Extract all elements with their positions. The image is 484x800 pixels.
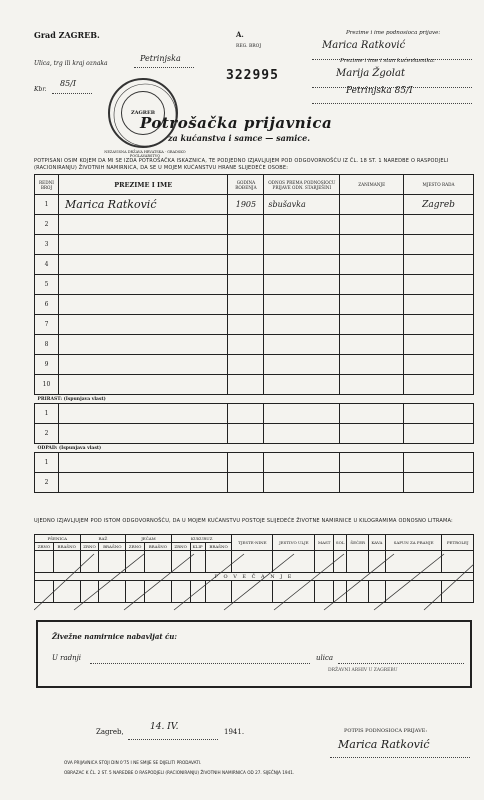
- archive-stamp: DRŽAVNI ARHIV U ZAGREBU: [328, 668, 398, 673]
- row-number: 4: [35, 255, 59, 275]
- row-job: [340, 375, 404, 395]
- form-subtitle: za kućanstva i samce — samice.: [168, 133, 311, 143]
- food-sub: ZRNO: [171, 543, 190, 551]
- row-year: [228, 355, 264, 375]
- prirast-cell: [228, 424, 264, 444]
- col-header-relation: ODNOS PREMA PODNOSIOCU PRIJAVE ODN. STARJEŠINI: [264, 175, 340, 195]
- owner-value: Marija Žgolat: [336, 68, 405, 79]
- row-year: [228, 335, 264, 355]
- row-relation: [264, 255, 340, 275]
- row-place: [404, 275, 474, 295]
- row-relation: [264, 315, 340, 335]
- col-header-place: MJESTO RADA: [404, 175, 474, 195]
- table-row: [35, 255, 474, 275]
- odpad-cell: [228, 473, 264, 493]
- row-relation: [264, 275, 340, 295]
- odpad-cell: [58, 453, 228, 473]
- row-number: 6: [35, 295, 59, 315]
- row-place: [404, 335, 474, 355]
- prirast-row: [35, 404, 474, 424]
- food-sugar: ŠEĆER: [347, 535, 369, 551]
- table-row: [35, 215, 474, 235]
- table-row: [35, 375, 474, 395]
- footer-note-2: OBRAZAC K ČL. 2 ST. 5 NAREDBE O RASPODJELI (RACIONIRANJU) ŽIVOTNIH NAMIRNICA OD 27. SIJEČNJA 1941.: [64, 770, 295, 775]
- row-name: [58, 255, 228, 275]
- odpad-header: [35, 444, 474, 453]
- intro-text: POTPISANI OSIM KOJEM DA MI SE IZDA POTROŠAČKA ISKAZNICA, TE PODJEDNO IZJAVLJUJEM POD ODGOVORNOŠĆU IZ ČL. 18 ST. 1 NAREDBE O RASPODJELI (RACIONIRANJU) ŽIVOTNIH NAMIRNICA, DA SE U MOJEM KUĆANSTVU HRANE SLIJEDEĆE OSOBE:: [34, 158, 449, 171]
- row-year: [228, 295, 264, 315]
- prirast-cell: [264, 424, 340, 444]
- row-number: 2: [35, 215, 59, 235]
- row-number: 9: [35, 355, 59, 375]
- owner-label: Prezime i ime i stan kućevlasnika:: [340, 58, 435, 64]
- house-value: 85/I: [60, 79, 77, 88]
- row-place: [404, 255, 474, 275]
- row-year: [228, 235, 264, 255]
- col-header-job: ZANIMANJE: [340, 175, 404, 195]
- prirast-cell: [228, 404, 264, 424]
- row-place: [404, 295, 474, 315]
- row-name: [58, 235, 228, 255]
- submitter-label: Prezime i ime podnosioca prijave:: [346, 30, 441, 36]
- row-number: 10: [35, 375, 59, 395]
- prirast-row-number: 2: [35, 424, 59, 444]
- row-number: 7: [35, 315, 59, 335]
- prirast-cell: [404, 404, 474, 424]
- submitter-value: Marica Ratković: [322, 40, 406, 51]
- row-place: [404, 315, 474, 335]
- row-name: [58, 295, 228, 315]
- street-value: Petrinjska: [140, 54, 181, 63]
- row-relation: [264, 355, 340, 375]
- place-label: Zagreb,: [96, 728, 124, 736]
- row-place: [404, 215, 474, 235]
- food-group-corn: KUKURUZ: [171, 535, 232, 543]
- row-job: [340, 255, 404, 275]
- row-relation: [264, 235, 340, 255]
- row-relation: [264, 375, 340, 395]
- prirast-cell: [264, 404, 340, 424]
- city-label: Grad ZAGREB.: [34, 30, 100, 40]
- odpad-cell: [404, 473, 474, 493]
- table-row: [35, 355, 474, 375]
- food-intro: UJEDNO IZJAVLJUJEM POD ISTOM ODGOVORNOŠĆU, DA U MOJEM KUĆANSTVU POSTOJE SLIJEDEĆE ŽIVOTNE NAMIRNICE U KILOGRAMIMA ODNOSNO LITRAMA:: [34, 518, 453, 524]
- food-increase-label: P O V E Č A N J E: [35, 573, 474, 581]
- row-year: [228, 215, 264, 235]
- col-header-number: REDNI BROJ: [35, 175, 59, 195]
- row-job: [340, 215, 404, 235]
- row-relation: sbušavka: [264, 195, 340, 215]
- table-row: [35, 335, 474, 355]
- row-job: [340, 335, 404, 355]
- table-row: [35, 235, 474, 255]
- food-pasta: TJESTE-NINE: [232, 535, 273, 551]
- prirast-header: [35, 395, 474, 404]
- odpad-row-number: 2: [35, 473, 59, 493]
- supply-box: [36, 620, 472, 688]
- persons-table: [34, 174, 474, 493]
- row-name: [58, 355, 228, 375]
- row-number: 1: [35, 195, 59, 215]
- odpad-cell: [228, 453, 264, 473]
- food-lard: MAST: [315, 535, 334, 551]
- row-job: [340, 315, 404, 335]
- shop-label: U radnji: [52, 654, 82, 662]
- food-oil: JESTIVO ULJE: [273, 535, 315, 551]
- row-place: Zagreb: [404, 195, 474, 215]
- row-place: [404, 235, 474, 255]
- row-name: [58, 335, 228, 355]
- food-group-wheat: PŠENICA: [35, 535, 81, 543]
- row-job: [340, 275, 404, 295]
- row-number: 8: [35, 335, 59, 355]
- row-relation: [264, 335, 340, 355]
- row-name: Marica Ratković: [58, 195, 228, 215]
- form-letter: A.: [236, 30, 244, 39]
- row-job: [340, 235, 404, 255]
- street-line-bottom: [338, 656, 464, 664]
- signature-value: Marica Ratković: [338, 738, 430, 751]
- odpad-cell: [264, 453, 340, 473]
- shop-line: [90, 656, 310, 664]
- food-strike-lines: [34, 552, 474, 614]
- food-sub: ZRNO: [80, 543, 99, 551]
- odpad-label: ODPAD: (Ispunjava vlast): [35, 444, 474, 453]
- prirast-row: [35, 424, 474, 444]
- row-name: [58, 375, 228, 395]
- food-sub: BRAŠNO: [53, 543, 80, 551]
- odpad-row-number: 1: [35, 453, 59, 473]
- year-label: 1941.: [224, 728, 245, 736]
- table-row: [35, 295, 474, 315]
- stamp-center-text: ZAGREB: [131, 110, 155, 116]
- row-job: [340, 295, 404, 315]
- street-label: Ulica, trg ili kraj oznaka: [34, 60, 108, 67]
- row-name: [58, 275, 228, 295]
- col-header-year: GODINA ROĐENJA: [228, 175, 264, 195]
- signature-label: POTPIS PODNOSIOCA PRIJAVE:: [344, 728, 428, 734]
- footer-note-1: OVA PRIJAVNICA STOJI DIN 0'75 I NE SMIJE SE DIJELITI PRODAVATI.: [64, 760, 202, 765]
- form-title: Potrošačka prijavnica: [140, 114, 333, 132]
- col-header-name: PREZIME I IME: [58, 175, 228, 195]
- prirast-cell: [58, 424, 228, 444]
- prirast-cell: [404, 424, 474, 444]
- odpad-cell: [264, 473, 340, 493]
- food-petroleum: PETROLEJ: [442, 535, 474, 551]
- odpad-row: [35, 453, 474, 473]
- table-row: [35, 195, 474, 215]
- food-sub: ZRNO: [35, 543, 54, 551]
- food-salt: SOL: [333, 535, 346, 551]
- food-sub: BRAŠNO: [99, 543, 126, 551]
- row-year: [228, 275, 264, 295]
- row-place: [404, 375, 474, 395]
- odpad-cell: [404, 453, 474, 473]
- row-place: [404, 355, 474, 375]
- house-label: Kbr.: [34, 86, 47, 93]
- row-name: [58, 215, 228, 235]
- owner-address: Petrinjska 85/I: [346, 86, 413, 96]
- prirast-row-number: 1: [35, 404, 59, 424]
- prirast-cell: [58, 404, 228, 424]
- food-coffee: KAVA: [369, 535, 386, 551]
- odpad-cell: [340, 453, 404, 473]
- row-relation: [264, 295, 340, 315]
- table-row: [35, 275, 474, 295]
- reg-number: 322995: [226, 68, 279, 83]
- row-year: 1905: [228, 195, 264, 215]
- row-year: [228, 315, 264, 335]
- row-year: [228, 375, 264, 395]
- food-soap: SAPUN ZA PRANJE: [385, 535, 442, 551]
- food-sub: BRAŠNO: [205, 543, 232, 551]
- supply-label: Živežne namirnice nabavljat ću:: [52, 632, 177, 641]
- stamp-text: NEZAVISNA DRŽAVA HRVATSKA · GRADSKO POGLAVARSTVO: [104, 150, 186, 158]
- row-relation: [264, 215, 340, 235]
- row-job: [340, 355, 404, 375]
- reg-label: REG. BROJ: [236, 44, 262, 49]
- food-sub: KLIP: [190, 543, 205, 551]
- row-number: 3: [35, 235, 59, 255]
- food-sub: ZRNO: [126, 543, 145, 551]
- odpad-row: [35, 473, 474, 493]
- table-row: [35, 315, 474, 335]
- row-year: [228, 255, 264, 275]
- food-group-barley: JEČAM: [126, 535, 172, 543]
- row-number: 5: [35, 275, 59, 295]
- date-line: [128, 732, 218, 740]
- odpad-cell: [58, 473, 228, 493]
- prirast-label: PRIRAST: (Ispunjava vlast): [35, 395, 474, 404]
- street-label-bottom: ulica: [316, 654, 334, 662]
- odpad-cell: [340, 473, 404, 493]
- row-name: [58, 315, 228, 335]
- date-value: 14. IV.: [150, 722, 179, 732]
- food-group-rye: RAŽ: [80, 535, 126, 543]
- food-sub: BRAŠNO: [144, 543, 171, 551]
- prirast-cell: [340, 404, 404, 424]
- row-job: [340, 195, 404, 215]
- signature-line: [330, 750, 470, 758]
- prirast-cell: [340, 424, 404, 444]
